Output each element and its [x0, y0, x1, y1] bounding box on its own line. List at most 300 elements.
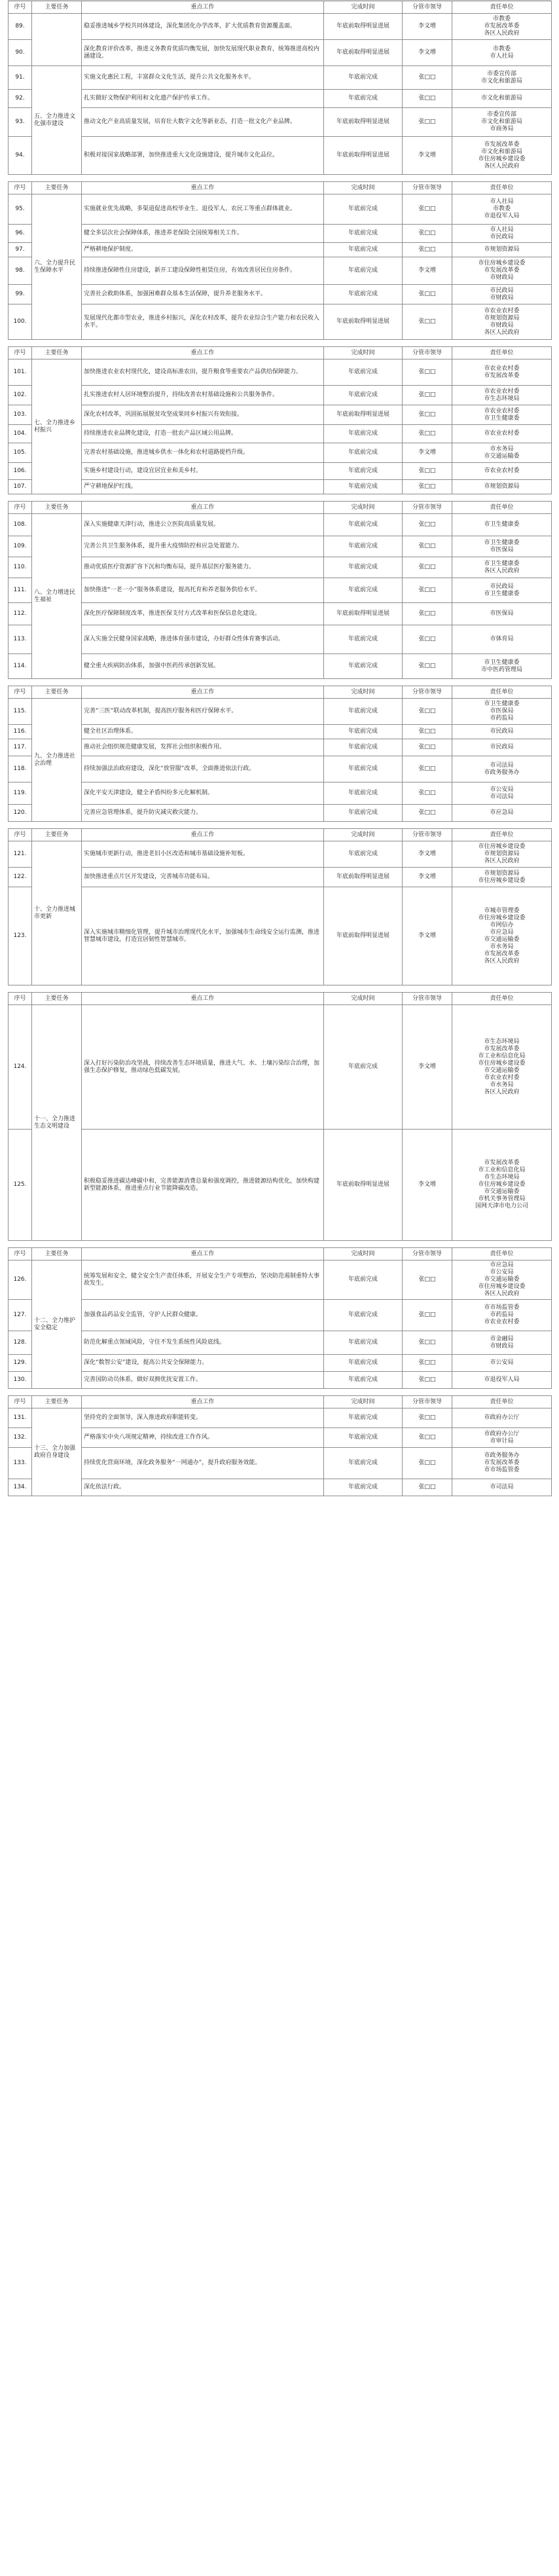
row-number: 106. — [9, 463, 32, 480]
header-work: 重点工作 — [82, 347, 324, 359]
row-number: 97. — [9, 243, 32, 257]
lead-cell: 张□□ — [403, 654, 452, 679]
time-cell: 年底前完成 — [324, 1300, 403, 1331]
table-row — [9, 1408, 552, 1428]
time-cell: 年底前取得明显进展 — [324, 304, 403, 340]
section-gap — [9, 822, 552, 829]
time-cell: 年底前完成 — [324, 1428, 403, 1448]
table-row — [9, 782, 552, 805]
lead-cell: 张□□ — [403, 66, 452, 90]
row-number: 132. — [9, 1428, 32, 1448]
work-cell: 持续优化营商环境，深化政务服务“一网通办”，提升政府服务效能。 — [82, 1448, 324, 1479]
lead-cell: 张□□ — [403, 386, 452, 405]
lead-cell: 张□□ — [403, 1355, 452, 1372]
lead-cell: 张□□ — [403, 425, 452, 443]
table-row — [9, 625, 552, 654]
header-task: 主要任务 — [32, 829, 82, 841]
work-cell: 积极对接国家战略部署，加快推进重大文化设施建设，提升城市文化品位。 — [82, 137, 324, 175]
table-row — [9, 1372, 552, 1389]
row-number: 117. — [9, 739, 32, 756]
row-number: 98. — [9, 257, 32, 285]
time-cell: 年底前完成 — [324, 443, 403, 463]
header-work: 重点工作 — [82, 829, 324, 841]
time-cell: 年底前完成 — [324, 805, 403, 822]
resp-cell: 市农业农村委 — [452, 425, 552, 443]
work-cell: 加强食品药品安全监管，守护人民群众健康。 — [82, 1300, 324, 1331]
header-work: 重点工作 — [82, 1, 324, 14]
time-cell: 年底前取得明显进展 — [324, 108, 403, 137]
resp-cell: 市教委 市发展改革委 各区人民政府 — [452, 14, 552, 40]
table-row — [9, 699, 552, 725]
header-task: 主要任务 — [32, 686, 82, 699]
row-number: 104. — [9, 425, 32, 443]
row-number: 109. — [9, 536, 32, 557]
resp-cell: 市体育局 — [452, 625, 552, 654]
header-resp: 责任单位 — [452, 829, 552, 841]
resp-cell: 市卫生健康委 市医保局 市药监局 — [452, 699, 552, 725]
table-row — [9, 463, 552, 480]
work-cell: 深化依法行政。 — [82, 1479, 324, 1496]
time-cell: 年底前完成 — [324, 480, 403, 494]
resp-cell: 市公安局 市司法局 — [452, 782, 552, 805]
work-cell: 坚持党的全面领导，深入推进政府职能转变。 — [82, 1408, 324, 1428]
time-cell: 年底前完成 — [324, 359, 403, 386]
work-cell: 深入实施健康天津行动，推进公立医院高质量发展。 — [82, 514, 324, 536]
row-number: 124. — [9, 1005, 32, 1130]
table-row — [9, 405, 552, 425]
lead-cell: 张□□ — [403, 1479, 452, 1496]
resp-cell: 市规划资源局 市住房城乡建设委 — [452, 868, 552, 887]
header-lead: 分管市领导 — [403, 1, 452, 14]
resp-cell: 市农业农村委 市卫生健康委 — [452, 405, 552, 425]
row-number: 126. — [9, 1260, 32, 1300]
header-work: 重点工作 — [82, 1248, 324, 1260]
work-cell: 完善农村基础设施，推进城乡供水一体化和农村道路提档升级。 — [82, 443, 324, 463]
time-cell: 年底前取得明显进展 — [324, 603, 403, 625]
row-number: 133. — [9, 1448, 32, 1479]
time-cell: 年底前完成 — [324, 654, 403, 679]
header-no: 序号 — [9, 993, 32, 1005]
time-cell: 年底前完成 — [324, 782, 403, 805]
header-no: 序号 — [9, 502, 32, 514]
table-row — [9, 66, 552, 90]
work-cell: 健全重大疾病防治体系，加强中医药传承创新发展。 — [82, 654, 324, 679]
header-no: 序号 — [9, 182, 32, 194]
lead-cell: 张□□ — [403, 603, 452, 625]
time-cell: 年底前完成 — [324, 463, 403, 480]
work-cell: 健全社区治理体系。 — [82, 725, 324, 739]
table-row — [9, 1479, 552, 1496]
task-cell: 十二、全力维护安全稳定 — [32, 1260, 82, 1389]
lead-cell: 张□□ — [403, 782, 452, 805]
time-cell: 年底前完成 — [324, 841, 403, 868]
task-cell: 十、全力推进城市更新 — [32, 841, 82, 985]
table-row — [9, 425, 552, 443]
resp-cell: 市民政局 — [452, 739, 552, 756]
lead-cell: 张□□ — [403, 108, 452, 137]
section-gap — [9, 679, 552, 686]
header-row — [9, 1, 552, 14]
header-lead: 分管市领导 — [403, 502, 452, 514]
work-cell: 深入打好污染防治攻坚战，持续改善生态环境质量，推进大气、水、土壤污染综合治理，加强生态保护修复，推动绿色低碳发展。 — [82, 1005, 324, 1130]
resp-cell: 市农业农村委 市生态环境局 — [452, 386, 552, 405]
task-cell — [32, 14, 82, 66]
work-cell: 完善公共卫生服务体系，提升重大疫情防控和应急处置能力。 — [82, 536, 324, 557]
lead-cell: 张□□ — [403, 514, 452, 536]
header-time: 完成时间 — [324, 502, 403, 514]
work-cell: 扎实推进农村人居环境整治提升，持续改善农村基础设施和公共服务条件。 — [82, 386, 324, 405]
work-cell: 完善国防动员体系，做好双拥优抚安置工作。 — [82, 1372, 324, 1389]
row-number: 112. — [9, 603, 32, 625]
resp-cell: 市规划资源局 — [452, 243, 552, 257]
row-number: 100. — [9, 304, 32, 340]
resp-cell: 市教委 市人社局 — [452, 40, 552, 66]
header-time: 完成时间 — [324, 1396, 403, 1408]
lead-cell: 张□□ — [403, 1408, 452, 1428]
section-gap — [9, 985, 552, 993]
resp-cell: 市水务局 市交通运输委 — [452, 443, 552, 463]
resp-cell: 市卫生健康委 市医保局 — [452, 536, 552, 557]
work-cell: 深化医疗保障制度改革，推进医保支付方式改革和医保信息化建设。 — [82, 603, 324, 625]
task-cell: 十一、全力推进生态文明建设 — [32, 1005, 82, 1241]
row-number: 115. — [9, 699, 32, 725]
lead-cell: 张□□ — [403, 359, 452, 386]
time-cell: 年底前完成 — [324, 1448, 403, 1479]
header-row — [9, 686, 552, 699]
work-cell: 健全多层次社会保障体系，推进养老保险全国统筹相关工作。 — [82, 225, 324, 243]
resp-cell: 市政务服务办 市发展改革委 市市场监管委 — [452, 1448, 552, 1479]
header-no: 序号 — [9, 347, 32, 359]
header-no: 序号 — [9, 829, 32, 841]
resp-cell: 市应急局 市公安局 市交通运输委 市住房城乡建设委 各区人民政府 — [452, 1260, 552, 1300]
time-cell: 年底前取得明显进展 — [324, 868, 403, 887]
section-gap — [9, 1241, 552, 1248]
row-number: 129. — [9, 1355, 32, 1372]
section-gap — [9, 175, 552, 182]
work-cell: 加快推进农业农村现代化，建设高标准农田，提升粮食等重要农产品供给保障能力。 — [82, 359, 324, 386]
table-row — [9, 514, 552, 536]
task-cell: 七、全力推进乡村振兴 — [32, 359, 82, 494]
section-gap-cell — [9, 494, 552, 502]
table-row — [9, 805, 552, 822]
work-cell: 防范化解重点领域风险，守住不发生系统性风险底线。 — [82, 1331, 324, 1355]
row-number: 94. — [9, 137, 32, 175]
lead-cell: 张□□ — [403, 725, 452, 739]
time-cell: 年底前完成 — [324, 739, 403, 756]
table-row — [9, 578, 552, 603]
row-number: 134. — [9, 1479, 32, 1496]
time-cell: 年底前完成 — [324, 285, 403, 304]
table-row — [9, 225, 552, 243]
table-row — [9, 868, 552, 887]
header-time: 完成时间 — [324, 686, 403, 699]
resp-cell: 市城市管理委 市住房城乡建设委 市网信办 市应急局 市交通运输委 市水务局 市发展改革委 各区人民政府 — [452, 887, 552, 985]
time-cell: 年底前完成 — [324, 725, 403, 739]
header-no: 序号 — [9, 1396, 32, 1408]
time-cell: 年底前完成 — [324, 1260, 403, 1300]
row-number: 118. — [9, 756, 32, 782]
time-cell: 年底前完成 — [324, 756, 403, 782]
table-row — [9, 14, 552, 40]
table-row — [9, 359, 552, 386]
table-row — [9, 108, 552, 137]
time-cell: 年底前完成 — [324, 243, 403, 257]
header-task: 主要任务 — [32, 347, 82, 359]
work-cell: 实施文化惠民工程，丰富群众文化生活，提升公共文化服务水平。 — [82, 66, 324, 90]
table-row — [9, 285, 552, 304]
row-number: 108. — [9, 514, 32, 536]
work-cell: 完善应急管理体系，提升防灾减灾救灾能力。 — [82, 805, 324, 822]
resp-cell: 市应急局 — [452, 805, 552, 822]
time-cell: 年底前取得明显进展 — [324, 1130, 403, 1241]
work-cell: 稳妥推进城乡学校共同体建设，深化集团化办学改革，扩大优质教育资源覆盖面。 — [82, 14, 324, 40]
work-cell: 积极稳妥推进碳达峰碳中和，完善能源消费总量和强度调控，推进能源结构优化，加快构建新型能源体系，推进重点行业节能降碳改造。 — [82, 1130, 324, 1241]
lead-cell: 张□□ — [403, 480, 452, 494]
work-cell: 统筹发展和安全，健全安全生产责任体系，开展安全生产专项整治，坚决防范遏制重特大事故发生。 — [82, 1260, 324, 1300]
work-cell: 推动文化产业高质量发展，培育壮大数字文化等新业态，打造一批文化产业品牌。 — [82, 108, 324, 137]
table-row — [9, 443, 552, 463]
time-cell: 年底前完成 — [324, 514, 403, 536]
time-cell: 年底前取得明显进展 — [324, 405, 403, 425]
header-resp: 责任单位 — [452, 182, 552, 194]
lead-cell: 张□□ — [403, 1372, 452, 1389]
header-time: 完成时间 — [324, 347, 403, 359]
row-number: 107. — [9, 480, 32, 494]
table-row — [9, 243, 552, 257]
work-cell: 持续加强法治政府建设，深化“放管服”改革，全面推进依法行政。 — [82, 756, 324, 782]
resp-cell: 市生态环境局 市发展改革委 市工业和信息化局 市住房城乡建设委 市交通运输委 市农业农村委 市水务局 各区人民政府 — [452, 1005, 552, 1130]
work-cell: 扎实做好文物保护利用和文化遗产保护传承工作。 — [82, 90, 324, 108]
table-row — [9, 194, 552, 225]
header-lead: 分管市领导 — [403, 686, 452, 699]
row-number: 122. — [9, 868, 32, 887]
header-lead: 分管市领导 — [403, 1396, 452, 1408]
table-row — [9, 1331, 552, 1355]
row-number: 105. — [9, 443, 32, 463]
resp-cell: 市市场监管委 市药监局 市农业农村委 — [452, 1300, 552, 1331]
header-resp: 责任单位 — [452, 1, 552, 14]
work-cell: 深化“数智公安”建设，提高公共安全保障能力。 — [82, 1355, 324, 1372]
table-row — [9, 756, 552, 782]
lead-cell: 李文增 — [403, 1005, 452, 1130]
work-cell: 完善“三医”联动改革机制，提高医疗服务和医疗保障水平。 — [82, 699, 324, 725]
task-cell: 九、全力推进社会治理 — [32, 699, 82, 822]
resp-cell: 市农业农村委 市规划资源局 市财政局 各区人民政府 — [452, 304, 552, 340]
header-time: 完成时间 — [324, 993, 403, 1005]
resp-cell: 市退役军人局 — [452, 1372, 552, 1389]
row-number: 103. — [9, 405, 32, 425]
row-number: 114. — [9, 654, 32, 679]
lead-cell: 张□□ — [403, 699, 452, 725]
resp-cell: 市委宣传部 市文化和旅游局 市商务局 — [452, 108, 552, 137]
table-row — [9, 90, 552, 108]
work-cell: 完善社会救助体系，加强困难群众基本生活保障，提升养老服务水平。 — [82, 285, 324, 304]
time-cell: 年底前完成 — [324, 1005, 403, 1130]
resp-cell: 市文化和旅游局 — [452, 90, 552, 108]
row-number: 92. — [9, 90, 32, 108]
task-cell: 八、全力增进民生福祉 — [32, 514, 82, 679]
resp-cell: 市政府办公厅 市审计局 — [452, 1428, 552, 1448]
header-row — [9, 1248, 552, 1260]
row-number: 125. — [9, 1130, 32, 1241]
section-gap-cell — [9, 340, 552, 347]
work-cell: 加快推进“一老一小”服务体系建设，提高托育和养老服务供给水平。 — [82, 578, 324, 603]
resp-cell: 市住房城乡建设委 市规划资源局 各区人民政府 — [452, 841, 552, 868]
header-no: 序号 — [9, 1, 32, 14]
row-number: 127. — [9, 1300, 32, 1331]
resp-cell: 市委宣传部 市文化和旅游局 — [452, 66, 552, 90]
lead-cell: 张□□ — [403, 243, 452, 257]
time-cell: 年底前完成 — [324, 536, 403, 557]
resp-cell: 市司法局 市政务服务办 — [452, 756, 552, 782]
row-number: 101. — [9, 359, 32, 386]
header-row — [9, 347, 552, 359]
time-cell: 年底前完成 — [324, 194, 403, 225]
row-number: 99. — [9, 285, 32, 304]
time-cell: 年底前完成 — [324, 66, 403, 90]
section-gap-cell — [9, 822, 552, 829]
lead-cell: 张□□ — [403, 805, 452, 822]
time-cell: 年底前完成 — [324, 225, 403, 243]
resp-cell: 市农业农村委 市发展改革委 — [452, 359, 552, 386]
row-number: 128. — [9, 1331, 32, 1355]
resp-cell: 市民政局 市卫生健康委 — [452, 578, 552, 603]
table-row — [9, 257, 552, 285]
table-row — [9, 557, 552, 578]
header-row — [9, 1396, 552, 1408]
work-cell: 深化农村改革，巩固拓展脱贫攻坚成果同乡村振兴有效衔接。 — [82, 405, 324, 425]
time-cell: 年底前完成 — [324, 257, 403, 285]
work-cell: 严格落实中央八项规定精神，持续改进工作作风。 — [82, 1428, 324, 1448]
table-row — [9, 603, 552, 625]
header-resp: 责任单位 — [452, 1248, 552, 1260]
table-row — [9, 654, 552, 679]
time-cell: 年底前取得明显进展 — [324, 14, 403, 40]
lead-cell: 张□□ — [403, 625, 452, 654]
header-row — [9, 502, 552, 514]
row-number: 90. — [9, 40, 32, 66]
section-gap-cell — [9, 1241, 552, 1248]
resp-cell: 市发展改革委 市工业和信息化局 市生态环境局 市住房城乡建设委 市交通运输委 市机关事务管理局 国网天津市电力公司 — [452, 1130, 552, 1241]
resp-cell: 市政府办公厅 — [452, 1408, 552, 1428]
row-number: 110. — [9, 557, 32, 578]
work-cell: 深入实施全民健身国家战略，推进体育强市建设，办好群众性体育赛事活动。 — [82, 625, 324, 654]
table-row — [9, 1355, 552, 1372]
section-gap-cell — [9, 679, 552, 686]
header-task: 主要任务 — [32, 1, 82, 14]
resp-cell: 市公安局 — [452, 1355, 552, 1372]
work-cell: 深入实施城市精细化管理，提升城市治理现代化水平，加强城市生命线安全运行监测，推进智慧城市建设，打造宜居韧性智慧城市。 — [82, 887, 324, 985]
work-cell: 实施就业优先战略，多渠道促进高校毕业生、退役军人、农民工等重点群体就业。 — [82, 194, 324, 225]
header-work: 重点工作 — [82, 1396, 324, 1408]
lead-cell: 李文增 — [403, 1130, 452, 1241]
lead-cell: 张□□ — [403, 1448, 452, 1479]
lead-cell: 李文增 — [403, 137, 452, 175]
header-no: 序号 — [9, 686, 32, 699]
table-row — [9, 841, 552, 868]
section-gap-cell — [9, 175, 552, 182]
resp-cell: 市农业农村委 — [452, 463, 552, 480]
task-cell: 五、全力推进文化强市建设 — [32, 66, 82, 175]
table-row — [9, 304, 552, 340]
header-lead: 分管市领导 — [403, 347, 452, 359]
lead-cell: 李文增 — [403, 40, 452, 66]
table-row — [9, 739, 552, 756]
time-cell: 年底前完成 — [324, 578, 403, 603]
table-row — [9, 1300, 552, 1331]
table-row — [9, 1260, 552, 1300]
header-work: 重点工作 — [82, 182, 324, 194]
resp-cell: 市人社局 市民政局 — [452, 225, 552, 243]
task-table — [8, 1, 552, 1496]
header-time: 完成时间 — [324, 829, 403, 841]
header-task: 主要任务 — [32, 182, 82, 194]
lead-cell: 张□□ — [403, 536, 452, 557]
resp-cell: 市民政局 — [452, 725, 552, 739]
time-cell: 年底前完成 — [324, 1331, 403, 1355]
lead-cell: 张□□ — [403, 405, 452, 425]
work-cell: 严格耕地保护制度。 — [82, 243, 324, 257]
lead-cell: 张□□ — [403, 1428, 452, 1448]
header-task: 主要任务 — [32, 1396, 82, 1408]
row-number: 102. — [9, 386, 32, 405]
resp-cell: 市发展改革委 市文化和旅游局 市住房城乡建设委 各区人民政府 — [452, 137, 552, 175]
task-cell: 六、全力提升民生保障水平 — [32, 194, 82, 340]
time-cell: 年底前取得明显进展 — [324, 887, 403, 985]
header-work: 重点工作 — [82, 686, 324, 699]
section-gap-cell — [9, 985, 552, 993]
header-resp: 责任单位 — [452, 993, 552, 1005]
header-time: 完成时间 — [324, 1248, 403, 1260]
resp-cell: 市卫生健康委 各区人民政府 — [452, 557, 552, 578]
lead-cell: 李文增 — [403, 868, 452, 887]
work-cell: 深化教育评价改革，推进义务教育优质均衡发展，加快发展现代职业教育，统筹推进高校内涵建设。 — [82, 40, 324, 66]
row-number: 111. — [9, 578, 32, 603]
table-row — [9, 137, 552, 175]
header-lead: 分管市领导 — [403, 1248, 452, 1260]
table-row — [9, 536, 552, 557]
time-cell: 年底前完成 — [324, 699, 403, 725]
row-number: 89. — [9, 14, 32, 40]
table-row — [9, 480, 552, 494]
work-cell: 推动社会组织规范健康发展，发挥社会组织积极作用。 — [82, 739, 324, 756]
table-row — [9, 386, 552, 405]
header-task: 主要任务 — [32, 993, 82, 1005]
time-cell: 年底前取得明显进展 — [324, 40, 403, 66]
work-cell: 严守耕地保护红线。 — [82, 480, 324, 494]
task-cell: 十三、全力加强政府自身建设 — [32, 1408, 82, 1496]
time-cell: 年底前完成 — [324, 90, 403, 108]
lead-cell: 李文增 — [403, 887, 452, 985]
work-cell: 发展现代化都市型农业，推进乡村振兴，深化农村改革，提升农业综合生产能力和农民收入水平。 — [82, 304, 324, 340]
lead-cell: 张□□ — [403, 90, 452, 108]
resp-cell: 市司法局 — [452, 1479, 552, 1496]
row-number: 113. — [9, 625, 32, 654]
lead-cell: 张□□ — [403, 1331, 452, 1355]
row-number: 116. — [9, 725, 32, 739]
header-row — [9, 829, 552, 841]
lead-cell: 张□□ — [403, 557, 452, 578]
table-row — [9, 1005, 552, 1130]
table-row — [9, 1428, 552, 1448]
resp-cell: 市民政局 市财政局 — [452, 285, 552, 304]
lead-cell: 张□□ — [403, 1260, 452, 1300]
header-lead: 分管市领导 — [403, 993, 452, 1005]
lead-cell: 李文增 — [403, 841, 452, 868]
resp-cell: 市金融局 市财政局 — [452, 1331, 552, 1355]
row-number: 93. — [9, 108, 32, 137]
work-cell: 加快推进重点片区开发建设，完善城市功能布局。 — [82, 868, 324, 887]
